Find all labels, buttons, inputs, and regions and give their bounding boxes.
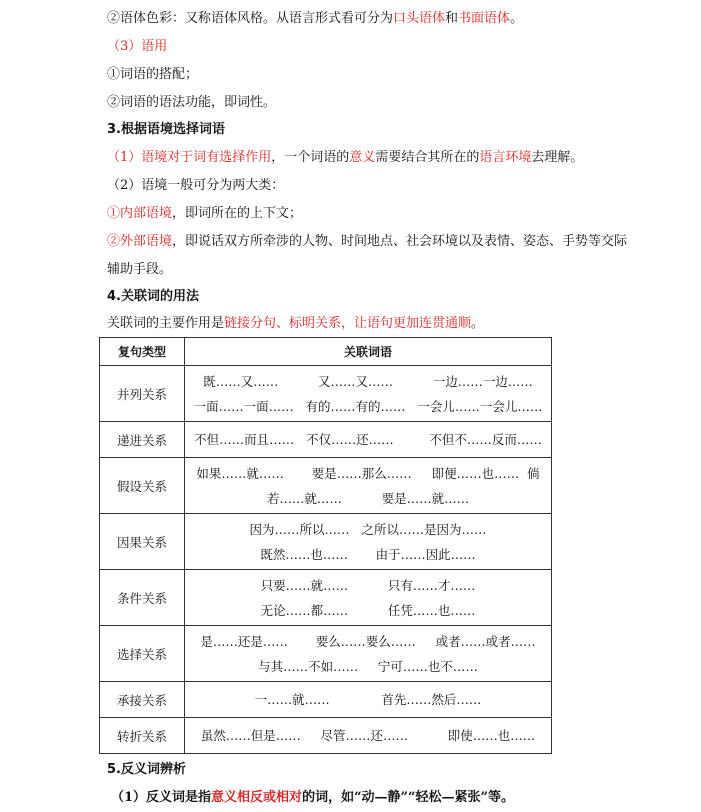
text-line — [107, 233, 627, 251]
relation-type-cell: 因果关系 — [100, 514, 185, 570]
section-heading-3: 3.根据语境选择词语 — [107, 122, 225, 137]
text-line — [107, 10, 523, 28]
text-line — [107, 205, 302, 223]
conjunction-words-cell — [185, 626, 552, 682]
text-span: 。 — [510, 11, 524, 26]
conjunction-table — [99, 337, 552, 754]
text-span: 关联词的主要作用是 — [107, 316, 225, 331]
table-row — [100, 570, 552, 626]
conjunction-line: 虽然……但是…… 尽管……还…… 即使……也…… — [200, 728, 536, 743]
text-span: ，一个词语的 — [271, 150, 350, 165]
conjunction-words-cell — [185, 682, 552, 718]
text-span: ②语体色彩：又称语体风格。从语言形式看可分为 — [107, 11, 394, 26]
conjunction-line: 一面……一面…… 有的……有的…… 一会儿……一会儿…… — [193, 398, 543, 414]
conjunction-line: 只要……就…… 只有……才…… — [260, 577, 476, 593]
conjunction-line: 与其……不如…… 宁可……也不…… — [258, 658, 478, 674]
highlight-term: 意义相反或相对 — [211, 790, 303, 805]
text-line: ①词语的搭配； — [107, 67, 199, 82]
highlight-term: 书面语体 — [458, 11, 511, 26]
highlight-term: ②外部语境 — [107, 234, 173, 249]
highlight-term: （1）语境对于词有选择作用 — [107, 150, 272, 165]
relation-type-cell: 假设关系 — [100, 458, 185, 514]
relation-type-cell: 并列关系 — [100, 366, 185, 422]
section-heading-4: 4.关联词的用法 — [107, 289, 199, 304]
conjunction-words-cell — [185, 366, 552, 422]
table-row — [100, 366, 552, 422]
conjunction-line: 是……还是…… 要么……要么…… 或者……或者…… — [200, 633, 536, 649]
header-cell: 关联词语 — [185, 338, 552, 366]
conjunction-line: 不但……而且…… 不仅……还…… 不但不……反而…… — [194, 432, 542, 447]
relation-type-cell: 承接关系 — [100, 682, 185, 718]
table-row — [100, 422, 552, 458]
relation-type-cell: 递进关系 — [100, 422, 185, 458]
text-line — [107, 149, 583, 167]
text-span: ，即说话双方所牵涉的人物、时间地点、社会环境以及表情、姿态、手势等交际 — [172, 234, 628, 249]
highlight-term: 语言环境 — [479, 150, 532, 165]
relation-type-cell: 选择关系 — [100, 626, 185, 682]
text-span: ，即词所在的上下文； — [172, 206, 303, 221]
text-line: 辅助手段。 — [107, 262, 173, 277]
subheading-yuyong: （3）语用 — [107, 39, 168, 54]
conjunction-line: 因为……所以…… 之所以……是因为…… — [249, 521, 487, 537]
conjunction-words-cell — [185, 514, 552, 570]
table-row — [100, 626, 552, 682]
header-cell: 复句类型 — [100, 338, 185, 366]
conjunction-line: 一……就…… 首先……然后…… — [254, 692, 482, 707]
conjunction-words-cell — [185, 458, 552, 514]
table-row — [100, 514, 552, 570]
conjunction-line: 既然……也…… 由于……因此…… — [260, 546, 476, 562]
text-line — [107, 315, 484, 333]
conjunction-line: 如果……就…… 要是……那么…… 即便……也…… 倘 — [196, 465, 540, 481]
highlight-term: 意义 — [349, 150, 376, 165]
text-span: 和 — [445, 11, 459, 26]
text-line: （2）语境一般可分为两大类： — [107, 178, 285, 193]
conjunction-line: 既……又…… 又……又…… 一边……一边…… — [203, 373, 533, 389]
conjunction-words-cell — [185, 422, 552, 458]
text-span: 的词，如“动—静”“轻松—紧张”等。 — [302, 790, 514, 805]
text-line: ②词语的语法功能，即词性。 — [107, 95, 277, 110]
highlight-term: ①内部语境 — [107, 206, 173, 221]
highlight-term: 口头语体 — [393, 11, 446, 26]
text-span: （1）反义词是指 — [111, 790, 212, 805]
conjunction-line: 若……就…… 要是……就…… — [266, 490, 470, 506]
table-row — [100, 682, 552, 718]
table-row — [100, 718, 552, 754]
conjunction-line: 无论……都…… 任凭……也…… — [260, 602, 476, 618]
table-header-row — [100, 338, 552, 366]
relation-type-cell: 转折关系 — [100, 718, 185, 754]
conjunction-words-cell — [185, 570, 552, 626]
highlight-term: 链接分句、标明关系，让语句更加连贯通顺 — [224, 316, 472, 331]
table-row — [100, 458, 552, 514]
conjunction-words-cell — [185, 718, 552, 754]
section-heading-5: 5.反义词辨析 — [107, 762, 186, 777]
text-line — [111, 789, 514, 807]
text-span: 需要结合其所在的 — [375, 150, 480, 165]
text-span: 。 — [471, 316, 485, 331]
text-span: 去理解。 — [531, 150, 584, 165]
relation-type-cell: 条件关系 — [100, 570, 185, 626]
